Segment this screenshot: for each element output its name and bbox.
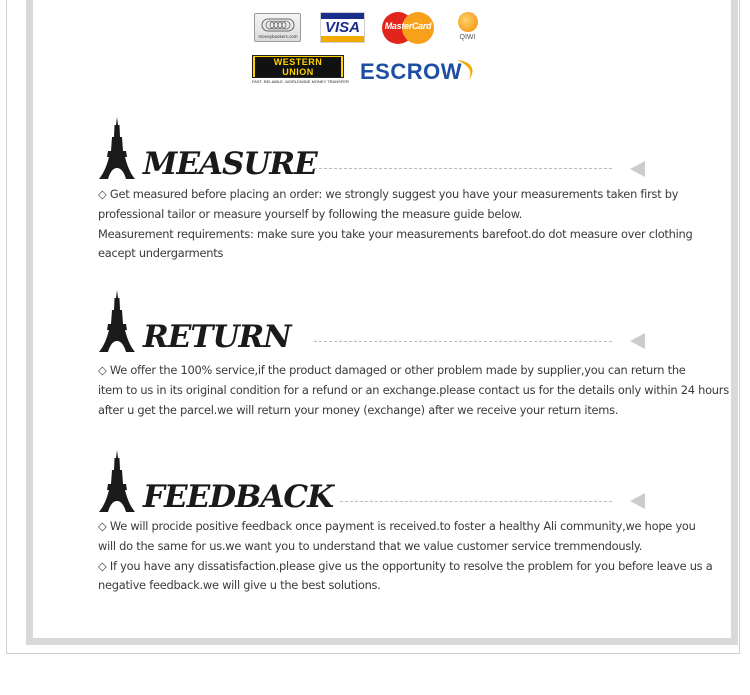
section-text-measure	[98, 185, 693, 264]
western-union-line1: WESTERN	[255, 57, 341, 67]
section-text-feedback	[98, 517, 713, 596]
text-line: professional tailor or measure yourself by following the measure guide below.	[98, 206, 523, 221]
section-title-feedback: FEEDBACK	[143, 479, 334, 515]
text-line: ◇ Get measured before placing an order: we strongly suggest you have your measurements taken first by	[98, 187, 679, 201]
qiwi-label: QIWI	[459, 34, 476, 41]
eiffel-tower-icon	[99, 450, 135, 512]
section-divider	[340, 501, 612, 502]
text-line: will do the same for us.we want you to understand that we value customer service tremmendously.	[98, 538, 643, 553]
western-union-badge	[252, 55, 344, 78]
moneybookers-label: moneybookers.com	[258, 34, 298, 39]
western-union-tagline: FAST. RELIABLE. WORLDWIDE MONEY TRANSFER	[252, 79, 349, 84]
escrow-logo	[358, 57, 483, 85]
text-line: ◇ We offer the 100% service,if the product damaged or other problem made by supplier,you can return the	[98, 363, 686, 377]
eiffel-tower-icon	[99, 117, 135, 179]
triangle-left-icon	[630, 493, 645, 509]
text-line: Measurement requirements: make sure you take your measurements barefoot.do dot measure over clothing	[98, 226, 693, 241]
visa-label: VISA	[324, 19, 360, 36]
text-line: ◇ If you have any dissatisfaction.please give us the opportunity to resolve the problem for you before leave us a	[98, 558, 713, 573]
eiffel-tower-icon	[99, 290, 135, 352]
escrow-label: ESCROW	[360, 59, 462, 84]
qiwi-circle-icon	[458, 12, 478, 32]
section-divider	[314, 168, 612, 169]
visa-logo	[320, 12, 365, 43]
mastercard-label: MasterCard	[384, 21, 432, 31]
escrow-swoosh-icon	[454, 57, 480, 83]
western-union-line2: UNION	[255, 67, 341, 77]
text-line: eacept undergarments	[98, 246, 224, 261]
western-union-logo	[252, 55, 349, 85]
qiwi-logo	[451, 12, 484, 44]
text-line: ◇ We will procide positive feedback once payment is received.to foster a healthy Ali community,we hope you	[98, 519, 696, 533]
section-text-return	[98, 361, 729, 420]
visa-bottom-band	[321, 36, 364, 42]
triangle-left-icon	[630, 161, 645, 177]
text-line: item to us in its original condition for a refund or an exchange.please contact us for the details only within 24 hours	[98, 382, 729, 397]
section-divider	[314, 341, 612, 342]
moneybookers-rings-icon	[261, 18, 295, 32]
triangle-left-icon	[630, 333, 645, 349]
mastercard-logo	[382, 12, 434, 44]
section-title-measure: MEASURE	[143, 146, 317, 182]
moneybookers-logo	[254, 13, 301, 42]
text-line: negative feedback.we will give u the best solutions.	[98, 578, 381, 593]
section-title-return: RETURN	[143, 319, 291, 355]
text-line: after u get the parcel.we will return your money (exchange) after we receive your return items.	[98, 402, 619, 417]
